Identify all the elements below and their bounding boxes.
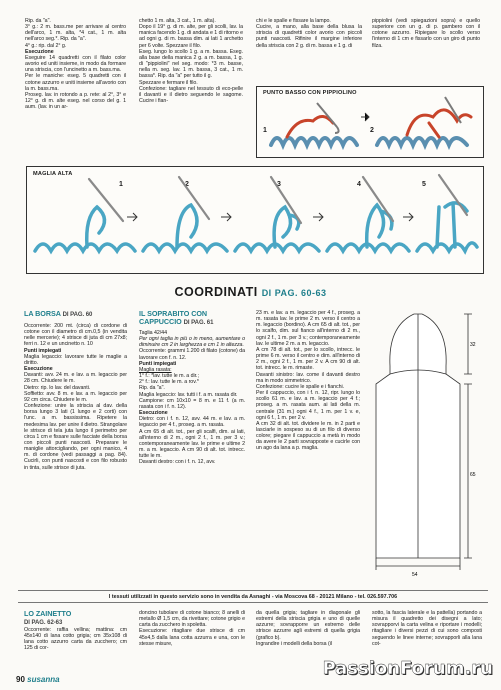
divider: [18, 590, 488, 591]
text: Per il cappuccio, con i f. n. 12, ripr. lungo lo scollo 61 m. e lav. a m. legaccio per 4 f.; proseg. a m. rasata aum. ai lati della m. centrale (31 m.) ogni 4 f., 1 m. per 1 v. e, ogni 6 f., 1 m. per 2 v.: [256, 390, 360, 421]
text: Rip. da "a".: [25, 18, 51, 24]
text: Dietro: rip. lo lav. del davanti.: [24, 384, 91, 391]
heading: Esecuzione: [24, 366, 53, 373]
hood-measure: 32: [470, 342, 476, 348]
top-col-1: [25, 18, 126, 110]
text: Confezione: unire la striscia al dav. della borsa lungo 3 lati (1 lungo e 2 corti) con l'unc. a m. bassissima. Ripetere la medesima lav. per unire il dietro. Strangolare le strisce di tela juta lungo il perimetro per circa 1 cm e fissare sulle facciate della borsa con piccoli punti nascosti. Preparare le maniglie attorcigliando, per ogni manico, 4 m. di cordone (vedi passaggi a pag. 84). Cucirli, con punti nascosti e con filo robusto in tinta, sulle strisce di juta.: [24, 403, 127, 471]
page-number: 90: [16, 675, 25, 684]
text: 2° f.: lav. tutte le m. a rov.*: [139, 379, 199, 386]
text: Confezione: cucire le spalle e i fianchi.: [256, 383, 345, 390]
text: Proseg. lav. in rotondo a p. rete: al 2°, 3° e 12° g. di m. alte eseg. nel corso del g. 1 aum. (lav. in un ar-: [25, 91, 126, 111]
section-title-main: COORDINATI: [174, 285, 258, 299]
brand-logo: susanna: [27, 675, 60, 684]
text: Per ogni taglia in più o in meno, aumentare o diminuire cm 2 in larghezza e cm 1 in altezza.: [139, 336, 245, 349]
pattern-diagram: [368, 306, 486, 586]
text: A cm 32 di alt. tot. dividere le m. in 2 parti e lasciarle in sospeso su di un filo di diverso colore; piegare il cappuccio a metà in modo da avere le 2 parti sovrapposte e cucirle con un ago da lana a p. maglia.: [256, 420, 360, 452]
diagram-label: MAGLIA ALTA: [33, 171, 73, 177]
soprabito-col: [139, 310, 245, 465]
text: Soffietto: avv. 8 m. e lav. a m. legaccio per 92 cm circa. Chiudere le m.: [24, 390, 127, 403]
zainetto-col: [24, 610, 127, 652]
text: A cm 65 di alt. tot., per gli scalfi, dim. ai lati, all'interno di 2 m., ogni 2 f., 1 m. per 3 v.; contemporaneamente lav. le prime e ultime 2 m. a m. legaccio. A cm 90 di alt. tot. intrecc. tutte le m.: [139, 428, 245, 460]
heading: Punti impiegati: [139, 360, 177, 367]
text: A cm 78 di alt. tot., per lo scollo, intrecc. le prime 6 m. verso il centro e dim. all'interno di 2 m., ogni 2 f., 1 m. per 2 v. A cm 90 di alt. tot. intrecc. le m. rimaste.: [256, 346, 360, 372]
soprabito-col-2: [256, 310, 360, 452]
step-number: 4: [357, 181, 361, 188]
page-footer: [16, 675, 60, 684]
text: Davanti sinistro: lav. come il davanti destro ma in modo simmetrico.: [256, 371, 360, 384]
text: chetto 1 m. alta, 3 cat., 1 m. alta).: [139, 18, 216, 24]
text: Occorrente: 200 mt. (circa) di cordone di cotone con il diametro di cm.0,5 (in vendita nelle mercerie); 4 strisce di juta di cm 27x8; ferri n. 12 e un uncinetto n. 10: [24, 323, 127, 348]
step-number: 1: [119, 181, 123, 188]
width-measure: 54: [412, 572, 418, 578]
height-measure: 65: [470, 472, 476, 478]
text: doncino tubolare di cotone bianco; 8 anelli di metallo Ø 1,5 cm, da rivettare; cotone grigio e carta da zucchero in spoletta.: [139, 610, 245, 629]
top-col-4: [372, 18, 480, 49]
text: Campione: cm 10x10 = 8 m. e 11 f. (a m. rasata con i f. n. 12).: [139, 397, 245, 410]
zainetto-col-3: [256, 610, 360, 647]
text: Occorrente: raffia vellina; mattina: cm 45x140 di lana cotto grigia; cm 35x108 di lana cotto azzurro carta da zucchero; cm 125 di cor-: [24, 627, 127, 652]
text: Ingrandire i modelli della borsa (il: [256, 640, 332, 647]
text: Occorrente: grammi 1.200 di filato (cotone) da lavorare con f. n. 12.: [139, 348, 245, 361]
zainetto-col-4: [372, 610, 482, 647]
fabric-banner: I tessuti utilizzati in questo servizio sono in vendita da Asnaghi - via Moscova 68 - 20121 Milano - tel. 026.597.706: [108, 594, 398, 600]
text: chi e le spalle e fissare la lampo.: [256, 18, 331, 24]
section-title: [0, 285, 501, 299]
top-col-3: [256, 18, 362, 49]
coat-pattern-svg: [368, 306, 486, 586]
step-number: 2: [370, 127, 374, 134]
zainetto-col-2: [139, 610, 245, 647]
text: Maglia legaccio: lavorare tutte le maglie a diritto.: [24, 353, 127, 366]
text: Cucire, a mano, alla base della blusa la striscia di quadretti color avorio con piccoli punti nascosti. Rifinire il margine inferiore della striscia con 2 g. di m. bassa e 1 g. di: [256, 24, 362, 49]
text: 23 m. e lav. a m. legaccio per 4 f., proseg. a m. rasata lav. le prime 2 m. verso il centro a m. legaccio (bordino). A cm 65 di alt. tot., per lo scalfo, dim. sul fianco all'interno di 2 m., ogni 2 f., 1 m. per 3 v.; contemporaneamente lav. le ultime 2 m. a m. legaccio.: [256, 310, 360, 347]
text: 1° f.: *lav. tutte le m. a dir.;: [139, 373, 199, 380]
step-number: 3: [277, 181, 281, 188]
text: pippiolini (vedi spiegazioni sopra) e quello superiore con un g. di p. gambero con il cotone azzurro. Ripiegare lo scollo verso l'interno di 1 cm e fissarlo con un giro di punto filza.: [372, 18, 480, 49]
step-number: 5: [422, 181, 426, 188]
divider: [18, 602, 488, 603]
text: Davanti destro: con i f. n. 12, avv.: [139, 459, 216, 466]
text: Rip. da "a".: [139, 385, 165, 392]
text: Per le maniche: eseg. 5 quadretti con il cotone azzurro e uniti insieme all'avorio con la m. bass.ma.: [25, 73, 126, 92]
maglia-alta-diagram: [26, 166, 484, 274]
text: 3° g.: 2 m. bass.me per arrivare al centro dell'arco, 1 m. alta, *4 cat., 1 m. alta nell'arco seg.*. Rip. da "a".: [25, 24, 126, 43]
borsa-col: [24, 310, 127, 471]
article-title: LO ZAINETTO DI PAG. 62-63: [24, 609, 72, 626]
text: Dietro: con i f. n. 12, avv. 44 m. e lav. a m. legaccio per 4 f., proseg. a m. rasata.: [139, 416, 245, 429]
text: Dopo il 19° g. di m. alte, per gli scolli, lav. la manica facendo 1 g. di andata e 1 di ritorno e ad ogni g. di m. bassa dim. ai lati 1 archetto per 6 volte. Spezzare il filo.: [139, 24, 244, 49]
text: Esecuzione: ritagliare due strisce di cm 45x4,5 dalla lana cotta azzurra e una, con le stesse misure,: [139, 628, 245, 647]
heading: Esecuzione: [139, 410, 168, 417]
text: Eseguire 14 quadretti con il filato color avorio ed uniti insieme, in modo da formare una striscia, con l'uncinetto a m. bass.ma.: [25, 54, 126, 74]
pippiolino-diagram: [256, 86, 484, 158]
step-number: 1: [263, 127, 267, 134]
text: Eseg. lungo lo scollo 1 g. a m. bassa. Eseg. alla base della manica 2 g. a m. bassa, 1 g. di "pippiolini" nel seg. modo: *3 m. basse, nella m. seg. lav. 1 m. bassa, 3 cat., 1 m. bassa*. Rip. da "a" per tutto il g.: [139, 48, 243, 80]
diagram-label: PUNTO BASSO CON PIPPIOLINO: [263, 90, 357, 96]
text: da quella grigia; tagliare in diagonale gli estremi della striscia grigia e uno di quelle azzurre; sovrapporre un estremo delle strisce azzurre agli estremi di quella grigia (grafico b).: [256, 610, 360, 641]
text: Spezzare e fermare il filo.: [139, 79, 198, 86]
maglia-alta-illustration: [27, 167, 483, 273]
heading: Punti impiegati: [24, 347, 62, 354]
section-title-sub: DI PAG. 60-63: [261, 288, 327, 298]
article-title: LA BORSA DI PAG. 60: [24, 309, 93, 318]
watermark: PassionForum.ru: [322, 658, 493, 679]
text: Maglia rasata:: [139, 366, 172, 373]
text: Davanti: avv. 24 m. e lav. a m. legaccio per 28 cm. Chiudere le m.: [24, 372, 127, 385]
pippiolino-illustration: [257, 87, 483, 157]
heading: Esecuzione: [25, 48, 54, 55]
text: 4° g.: rip. dal 2° g.: [25, 42, 67, 49]
text: sotto, la fascia laterale e la pattella) portando a misura il quadretto dei disegni a lato; sovrapporvi la carta velina e riportare i modelli; ritagliare i diversi pezzi di cui sono composti seguendo le linee interne; sovrapporli alla lana cot-: [372, 610, 482, 647]
text: Maglia legaccio: lav. tutti i f. a m. rasata dir.: [139, 391, 238, 398]
text: Confezione: tagliare nel tessuto di eco-pelle il davanti e il dietro seguendo le sagome. Cucire i fian-: [139, 85, 243, 105]
step-number: 2: [185, 181, 189, 188]
top-col-2: [139, 18, 243, 104]
article-title: IL SOPRABITO CON CAPPUCCIO DI PAG. 61: [139, 309, 214, 326]
text: Taglia 42/44: [139, 330, 167, 336]
